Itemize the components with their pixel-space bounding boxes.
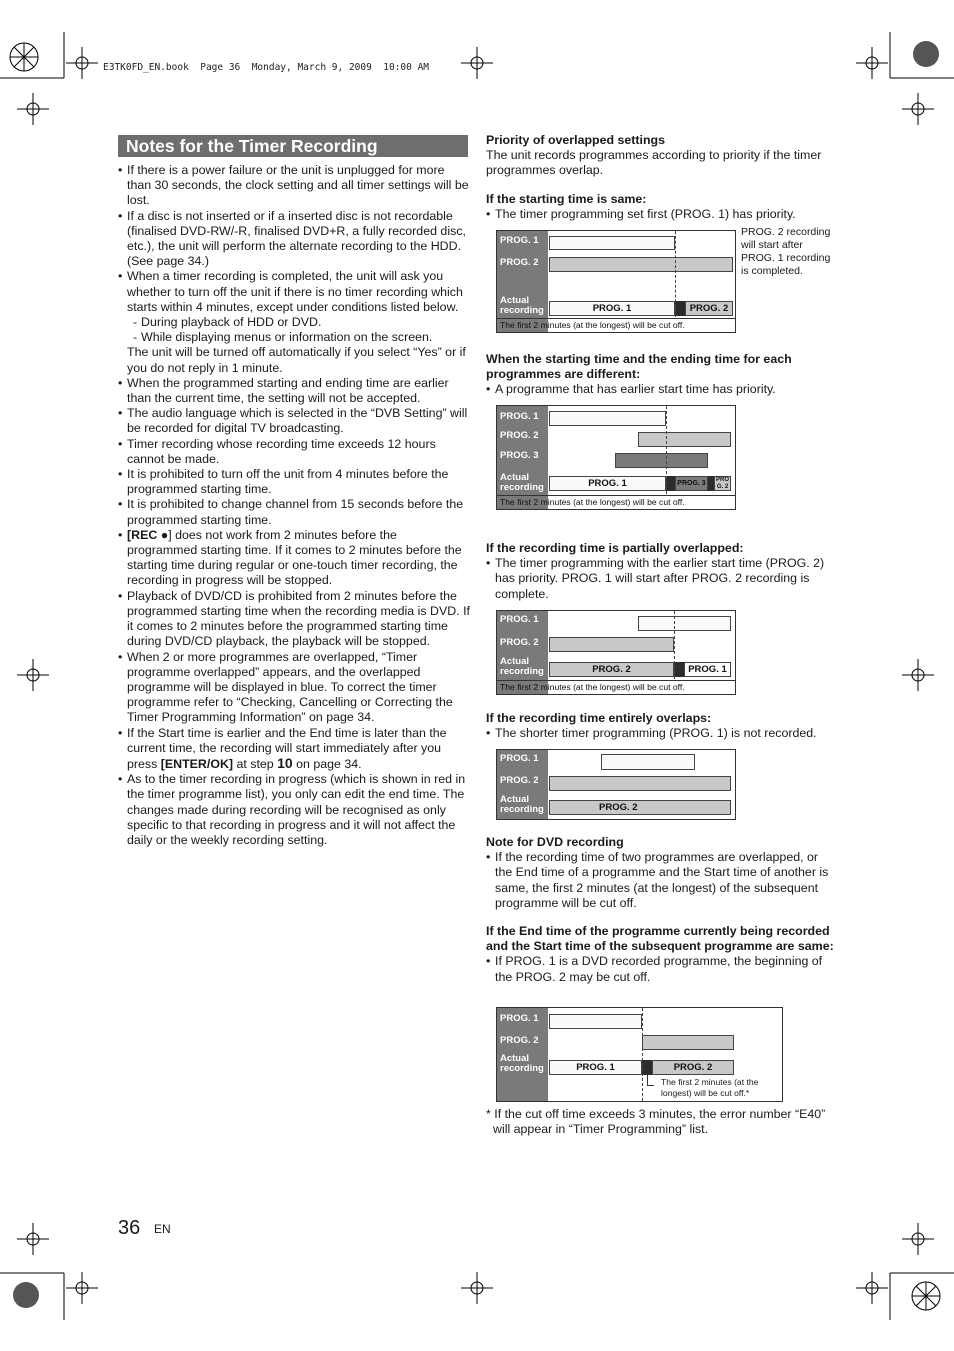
diagram-same-start [496, 230, 736, 333]
label-actual: Actual recording [500, 794, 544, 815]
cutoff-note: The first 2 minutes (at the longest) will be cut off. [497, 318, 735, 331]
sub-item: - While displaying menus or information on the screen. [127, 330, 470, 345]
case-bullet: • A programme that has earlier start time has priority. [486, 382, 836, 397]
bar-prog1: PROG. 1 [549, 1060, 642, 1075]
bar-prog1: PROG. 1 [549, 476, 666, 491]
list-item: • As to the timer recording in progress (which is shown in red in the timer programme list), you only can edit the end time. The changes made during recording will be recognised as only specific to that recording in progress and it will not affect the daily or the weekly recording setting. [118, 772, 470, 848]
cutoff-note: The first 2 minutes (at the longest) will be cut off. [497, 495, 735, 508]
case-partial [486, 541, 836, 602]
bar-prog3: PROG. 3 [675, 476, 708, 491]
case-title: If the End time of the programme currently being recorded and the Start time of the subsequent programme are same: [486, 924, 834, 954]
label-actual: Actual recording [500, 1053, 544, 1074]
case-same-start [486, 192, 836, 222]
bar-prog2: PROG. 2 [685, 301, 733, 316]
dvd-title: Note for DVD recording [486, 835, 624, 849]
label-prog1: PROG. 1 [500, 411, 539, 422]
bar-prog1: PROG. 1 [549, 301, 675, 316]
label-prog3: PROG. 3 [500, 450, 539, 461]
bar-prog2: PROG. 2 [549, 662, 674, 677]
notes-list [118, 163, 470, 848]
dvd-bullet: • If the recording time of two programmes are overlapped, or the End time of a programme and the Start time of another is same, the first 2 minutes (at the longest) of the subsequent programme will be cut off. [486, 850, 836, 911]
case-title: If the recording time is partially overlapped: [486, 541, 744, 555]
list-item: • [REC ●] does not work from 2 minutes before the programmed starting time. If it comes to 2 minutes before the starting time during regular or one-touch timer recording, the recording in progress will be stopped. [118, 528, 470, 589]
cutoff-note: The first 2 minutes (at the longest) will be cut off.* [661, 1077, 759, 1098]
list-item: • The audio language which is selected in the “DVB Setting” will be recorded for digital TV broadcasting. [118, 406, 470, 436]
label-prog1: PROG. 1 [500, 1013, 539, 1024]
case-different [486, 352, 836, 398]
list-item: • It is prohibited to change channel from 15 seconds before the programmed starting time. [118, 497, 470, 527]
rec-button-label: [REC ● [127, 527, 169, 542]
list-item: • Timer recording whose recording time exceeds 12 hours cannot be made. [118, 437, 470, 467]
list-item: • It is prohibited to turn off the unit from 4 minutes before the programmed starting time. [118, 467, 470, 497]
sub-note: The unit will be turned off automatically if you select “Yes” or if you do not reply in 1 minute. [127, 345, 466, 375]
bar-prog2-short: PRO G. 2 [715, 477, 729, 490]
side-note: PROG. 2 recording will start after PROG. 1 recording is completed. [741, 226, 831, 277]
list-item: • When a timer recording is completed, the unit will ask you whether to turn off the unit if there is no timer recording which starts within 4 minutes, except under conditions listed below. - During playback of HDD or DVD. - While displaying menus or information on the screen. The unit will be turned off automatically if you select “Yes” or if you do not reply in 1 minute. [118, 269, 470, 375]
book-header: E3TK0FD_EN.book Page 36 Monday, March 9, 2009 10:00 AM [103, 62, 430, 73]
enter-ok-label: [ENTER/OK] [160, 756, 234, 771]
language-code: EN [154, 1222, 171, 1236]
case-same-end-start [486, 924, 836, 985]
label-actual: Actual recording [500, 295, 544, 316]
list-item: • When the programmed starting and ending time are earlier than the current time, the setting will not be accepted. [118, 376, 470, 406]
case-bullet: • The timer programming with the earlier start time (PROG. 2) has priority. PROG. 1 will start after PROG. 2 recording is complete. [486, 556, 836, 602]
section-title: Notes for the Timer Recording [118, 135, 468, 157]
label-prog2: PROG. 2 [500, 257, 539, 268]
label-actual: Actual recording [500, 656, 544, 677]
dvd-note [486, 835, 836, 911]
list-item: • If there is a power failure or the unit is unplugged for more than 30 seconds, the clock setting and all timer settings will be lost. [118, 163, 470, 209]
label-prog1: PROG. 1 [500, 614, 539, 625]
bar-prog2: PROG. 2 [652, 1060, 734, 1075]
case-entire [486, 711, 836, 741]
list-item: • Playback of DVD/CD is prohibited from 2 minutes before the programmed starting time when the recording media is DVD. If it comes to 2 minutes before the programmed starting time during DVD/CD playback, the playback will be stopped. [118, 589, 470, 650]
case-title: When the starting time and the ending time for each programmes are different: [486, 352, 792, 382]
case-bullet: • The shorter timer programming (PROG. 1) is not recorded. [486, 726, 836, 741]
diagram-different-times [496, 405, 736, 510]
priority-title: Priority of overlapped settings [486, 133, 666, 147]
case-title: If the recording time entirely overlaps: [486, 711, 712, 725]
cutoff-note: The first 2 minutes (at the longest) will be cut off. [497, 680, 735, 693]
case-bullet: • If PROG. 1 is a DVD recorded programme, the beginning of the PROG. 2 may be cut off. [486, 954, 836, 984]
label-prog2: PROG. 2 [500, 430, 539, 441]
bar-prog1: PROG. 1 [684, 662, 731, 677]
footnote: * If the cut off time exceeds 3 minutes, the error number “E40” will appear in “Timer Programming” list. [486, 1107, 826, 1137]
label-prog1: PROG. 1 [500, 235, 539, 246]
bar-prog2: PROG. 2 [549, 800, 731, 815]
priority-body: The unit records programmes according to priority if the timer programmes overlap. [486, 148, 822, 178]
list-item: • If a disc is not inserted or if a inserted disc is not recordable (finalised DVD-RW/-R, finalised DVD+R, a fully recorded disc, etc.), the unit will perform the alternate recording to the HDD. (See page 34.) [118, 209, 470, 270]
priority-block [486, 133, 836, 179]
step-number: 10 [277, 754, 293, 771]
label-prog2: PROG. 2 [500, 775, 539, 786]
sub-item: - During playback of HDD or DVD. [127, 315, 470, 330]
case-title: If the starting time is same: [486, 192, 647, 206]
label-actual: Actual recording [500, 472, 544, 493]
list-item: • When 2 or more programmes are overlapped, “Timer programme overlapped” appears, and the overlapped programme will be displayed in blue. To correct the timer programme refer to “Checking, Cancelling or Correcting the Timer Programming Information” on page 34. [118, 650, 470, 726]
list-item: • If the Start time is earlier and the End time is later than the current time, the recording will start immediately after you press [ENTER/OK] at step 10 on page 34. [118, 726, 470, 773]
diagram-partial-overlap [496, 610, 736, 695]
case-bullet: • The timer programming set first (PROG. 1) has priority. [486, 207, 836, 222]
diagram-entire-overlap [496, 749, 736, 820]
label-prog2: PROG. 2 [500, 637, 539, 648]
diagram-dvd-cutoff [496, 1007, 783, 1102]
page-number: 36 [118, 1217, 141, 1239]
label-prog2: PROG. 2 [500, 1035, 539, 1046]
label-prog1: PROG. 1 [500, 753, 539, 764]
